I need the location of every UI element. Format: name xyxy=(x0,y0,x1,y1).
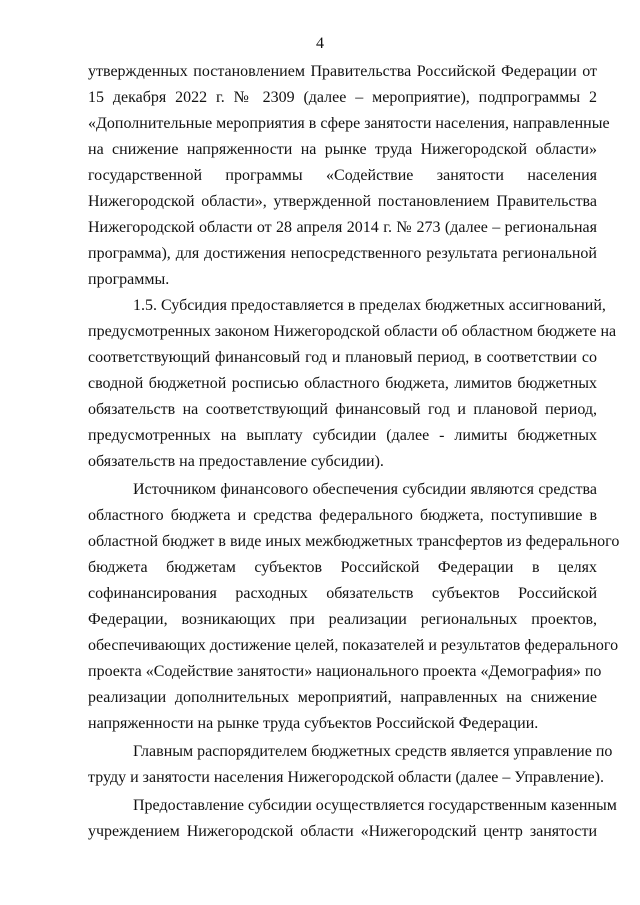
paragraph-line: государственной программы «Содействие занятости населения xyxy=(88,167,597,184)
paragraph-line: Источником финансового обеспечения субсидии являются средства xyxy=(133,481,597,498)
paragraph-line: 1.5. Субсидия предоставляется в пределах бюджетных ассигнований, xyxy=(133,297,606,314)
paragraph-line: напряженности на рынке труда субъектов Российской Федерации. xyxy=(88,715,539,732)
paragraph-line: предусмотренных на выплату субсидии (далее - лимиты бюджетных xyxy=(88,427,597,444)
page-number: 4 xyxy=(316,35,324,52)
paragraph-line: программы. xyxy=(88,271,170,288)
paragraph-line: 15 декабря 2022 г. № 2309 (далее – мероприятие), подпрограммы 2 xyxy=(88,89,597,106)
paragraph-line: Нижегородской области», утвержденной постановлением Правительства xyxy=(88,193,597,210)
paragraph-line: «Дополнительные мероприятия в сфере занятости населения, направленные xyxy=(88,115,610,132)
paragraph-line: утвержденных постановлением Правительства Российской Федерации от xyxy=(88,63,597,80)
paragraph-line: предусмотренных законом Нижегородской области об областном бюджете на xyxy=(88,323,617,340)
paragraph-line: труду и занятости населения Нижегородской области (далее – Управление). xyxy=(88,769,604,786)
paragraph-line: проекта «Содействие занятости» национального проекта «Демография» по xyxy=(88,663,602,680)
paragraph-line: соответствующий финансовый год и плановый период, в соответствии со xyxy=(88,349,597,366)
paragraph-line: Нижегородской области от 28 апреля 2014 г. № 273 (далее – региональная xyxy=(88,219,597,236)
paragraph-line: областной бюджет в виде иных межбюджетных трансфертов из федерального xyxy=(88,533,620,550)
paragraph-line: реализации дополнительных мероприятий, направленных на снижение xyxy=(88,689,597,706)
paragraph-line: обязательств на предоставление субсидии). xyxy=(88,453,384,470)
paragraph-line: обеспечивающих достижение целей, показателей и результатов федерального xyxy=(88,637,619,654)
paragraph-line: на снижение напряженности на рынке труда Нижегородской области» xyxy=(88,141,597,158)
paragraph-line: областного бюджета и средства федерального бюджета, поступившие в xyxy=(88,507,597,524)
paragraph-line: программа), для достижения непосредственного результата региональной xyxy=(88,245,597,262)
paragraph-line: бюджета бюджетам субъектов Российской Федерации в целях xyxy=(88,559,597,576)
paragraph-line: Главным распорядителем бюджетных средств является управление по xyxy=(133,743,613,760)
paragraph-line: софинансирования расходных обязательств субъектов Российской xyxy=(88,585,597,602)
paragraph-line: учреждением Нижегородской области «Нижегородский центр занятости xyxy=(88,823,597,840)
paragraph-line: сводной бюджетной росписью областного бюджета, лимитов бюджетных xyxy=(88,375,597,392)
paragraph-line: обязательств на соответствующий финансовый год и плановой период, xyxy=(88,401,597,418)
paragraph-line: Предоставление субсидии осуществляется государственным казенным xyxy=(133,797,617,814)
paragraph-line: Федерации, возникающих при реализации региональных проектов, xyxy=(88,611,597,628)
